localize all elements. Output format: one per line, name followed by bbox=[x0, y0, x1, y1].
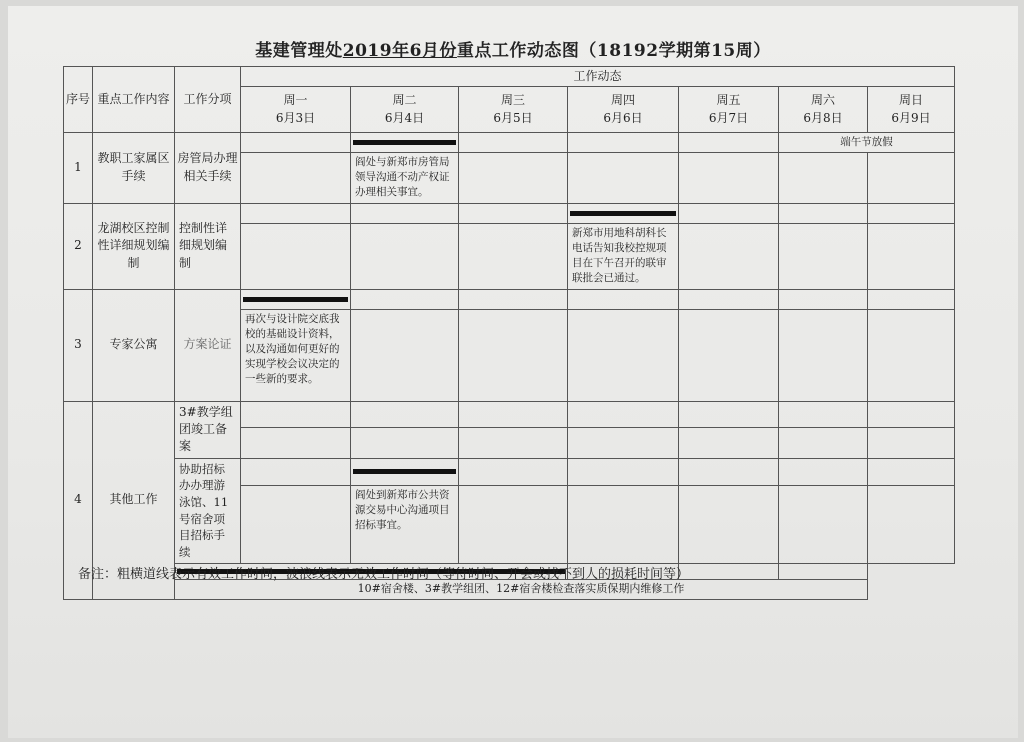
row2-sub-item: 控制性详细规划编制 bbox=[175, 203, 241, 289]
cell bbox=[459, 153, 568, 204]
header-day-tue bbox=[351, 87, 459, 133]
title-prefix: 基建管理处 bbox=[255, 41, 343, 61]
day-label: 周日 bbox=[898, 93, 923, 108]
date-label: 6月7日 bbox=[708, 110, 749, 125]
cell bbox=[459, 223, 568, 289]
cell bbox=[459, 203, 568, 223]
cell bbox=[459, 401, 568, 427]
row1-note: 阎处与新郑市房管局领导沟通不动产权证办理相关事宜。 bbox=[351, 153, 459, 204]
cell bbox=[868, 485, 955, 563]
cell bbox=[351, 309, 459, 401]
row3-seq: 3 bbox=[64, 289, 93, 401]
row3-note: 再次与设计院交底我校的基础设计资料，以及沟通如何更好的实现学校会议决定的一些新的要求。 bbox=[241, 309, 351, 401]
header-day-mon bbox=[241, 87, 351, 133]
cell bbox=[868, 309, 955, 401]
cell bbox=[241, 401, 351, 427]
cell bbox=[241, 153, 351, 204]
cell bbox=[679, 485, 779, 563]
cell bbox=[779, 309, 868, 401]
date-label: 6月9日 bbox=[891, 110, 931, 125]
header-day-sun bbox=[868, 87, 955, 133]
cell bbox=[568, 309, 679, 401]
cell bbox=[679, 427, 779, 458]
cell bbox=[679, 223, 779, 289]
cell bbox=[241, 289, 351, 309]
cell bbox=[241, 427, 351, 458]
cell bbox=[241, 223, 351, 289]
row2-content: 龙湖校区控制性详细规划编制 bbox=[93, 203, 175, 289]
header-day-wed bbox=[459, 87, 568, 133]
footer-note: 备注：粗横道线表示有效工作时间，波浪线表示无效工作时间（等待时间、开会或找不到人的损耗时间等） bbox=[78, 567, 690, 582]
cell bbox=[868, 223, 955, 289]
cell bbox=[568, 427, 679, 458]
effective-work-bar bbox=[353, 469, 456, 474]
cell bbox=[868, 289, 955, 309]
holiday-label: 端午节放假 bbox=[779, 133, 955, 153]
effective-work-bar bbox=[353, 140, 456, 145]
cell bbox=[241, 133, 351, 153]
title-suffix: 重点工作动态图（18192学期第15周） bbox=[456, 41, 771, 61]
effective-work-bar bbox=[243, 297, 348, 302]
day-label: 周四 bbox=[610, 93, 635, 108]
cell bbox=[351, 427, 459, 458]
header-dynamic: 工作动态 bbox=[241, 67, 955, 87]
cell bbox=[568, 153, 679, 204]
page-title bbox=[8, 36, 1018, 61]
day-label: 周六 bbox=[810, 93, 835, 108]
row2-seq: 2 bbox=[64, 203, 93, 289]
header-day-thu bbox=[568, 87, 679, 133]
cell bbox=[351, 458, 459, 485]
cell bbox=[779, 401, 868, 427]
cell bbox=[868, 153, 955, 204]
cell bbox=[459, 427, 568, 458]
cell bbox=[459, 289, 568, 309]
cell bbox=[868, 401, 955, 427]
header-day-sat bbox=[779, 87, 868, 133]
cell bbox=[351, 133, 459, 153]
cell bbox=[351, 223, 459, 289]
row2-note: 新郑市用地科胡科长电话告知我校控规项目在下午召开的联审联批会已通过。 bbox=[568, 223, 679, 289]
row3-content: 专家公寓 bbox=[93, 289, 175, 401]
row4-sub-item-2: 协助招标办办理游泳馆、11号宿舍项目招标手续 bbox=[175, 458, 241, 563]
date-label: 6月4日 bbox=[384, 110, 425, 125]
cell bbox=[868, 203, 955, 223]
cell bbox=[868, 427, 955, 458]
cell bbox=[459, 133, 568, 153]
day-label: 周五 bbox=[716, 93, 741, 108]
header-key-work: 重点工作内容 bbox=[93, 67, 175, 133]
cell bbox=[679, 458, 779, 485]
row1-sub-item: 房管局办理相关手续 bbox=[175, 133, 241, 204]
cell bbox=[241, 485, 351, 563]
cell bbox=[779, 289, 868, 309]
row4-note: 阎处到新郑市公共资源交易中心沟通项目招标事宜。 bbox=[351, 485, 459, 563]
header-seq: 序号 bbox=[64, 67, 93, 133]
day-label: 周二 bbox=[392, 93, 417, 108]
date-label: 6月3日 bbox=[275, 110, 316, 125]
cell bbox=[241, 203, 351, 223]
cell bbox=[779, 458, 868, 485]
cell bbox=[351, 401, 459, 427]
cell bbox=[679, 133, 779, 153]
cell bbox=[868, 458, 955, 485]
cell bbox=[679, 401, 779, 427]
row4-sub-item-1: 3#教学组团竣工备案 bbox=[175, 401, 241, 458]
cell bbox=[568, 133, 679, 153]
date-label: 6月6日 bbox=[603, 110, 643, 125]
cell bbox=[351, 203, 459, 223]
cell bbox=[779, 203, 868, 223]
cell bbox=[679, 309, 779, 401]
cell bbox=[679, 289, 779, 309]
day-label: 周一 bbox=[283, 93, 308, 108]
cell bbox=[568, 485, 679, 563]
header-day-fri bbox=[679, 87, 779, 133]
cell bbox=[568, 401, 679, 427]
row4-content: 其他工作 bbox=[93, 401, 175, 599]
day-label: 周三 bbox=[500, 93, 525, 108]
date-label: 6月5日 bbox=[493, 110, 533, 125]
cell bbox=[568, 458, 679, 485]
effective-work-bar bbox=[570, 211, 676, 216]
row4-seq: 4 bbox=[64, 401, 93, 599]
cell bbox=[679, 153, 779, 204]
work-schedule-table bbox=[63, 66, 955, 600]
row1-content: 教职工家属区手续 bbox=[93, 133, 175, 204]
cell bbox=[679, 563, 779, 579]
cell bbox=[459, 309, 568, 401]
cell bbox=[779, 563, 868, 579]
title-year-month: 2019年6月份 bbox=[342, 41, 457, 61]
cell bbox=[779, 223, 868, 289]
cell bbox=[568, 203, 679, 223]
cell bbox=[459, 458, 568, 485]
document-page bbox=[8, 6, 1018, 738]
cell bbox=[459, 485, 568, 563]
cell bbox=[779, 427, 868, 458]
cell bbox=[241, 458, 351, 485]
cell bbox=[679, 203, 779, 223]
row1-seq: 1 bbox=[64, 133, 93, 204]
cell bbox=[351, 289, 459, 309]
cell bbox=[779, 485, 868, 563]
date-label: 6月8日 bbox=[803, 110, 843, 125]
cell bbox=[568, 289, 679, 309]
row4-bottom-note: 10#宿舍楼、3#教学组团、12#宿舍楼检查落实质保期内维修工作 bbox=[175, 579, 868, 599]
row3-sub-item: 方案论证 bbox=[175, 289, 241, 401]
header-sub-item: 工作分项 bbox=[175, 67, 241, 133]
cell bbox=[779, 153, 868, 204]
